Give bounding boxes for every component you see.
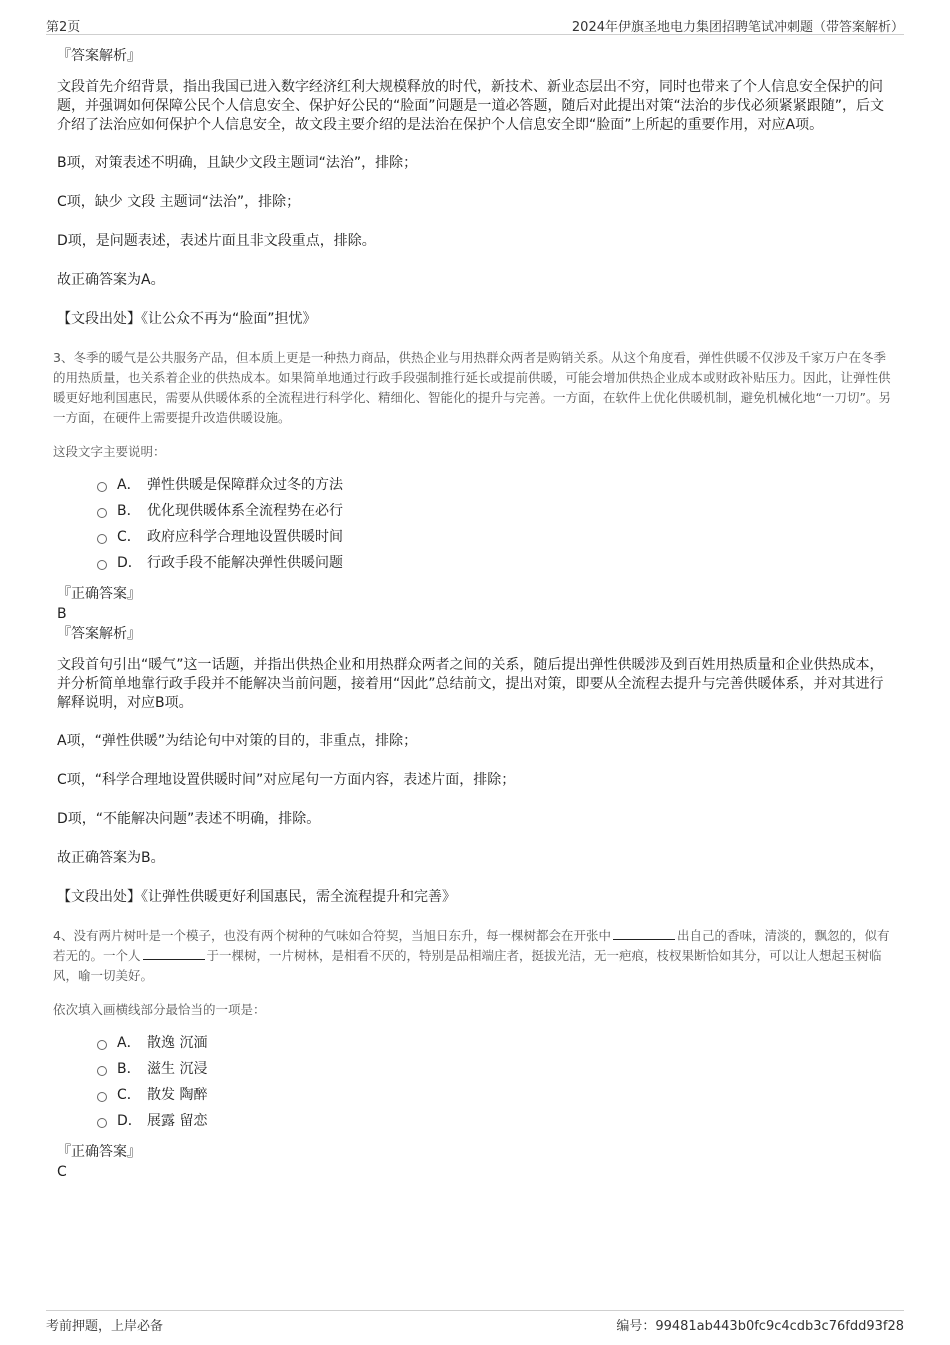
page-header: [46, 12, 904, 35]
question-stem-3: 3、冬季的暖气是公共服务产品，但本质上更是一种热力商品，供热企业与用热群众两者是购销关系。从这个角度看，弹性供暖不仅涉及千家万户在冬季的用热质量，也关系着企业的供热成本。如果简单地通过行政手段强制推行延长或提前供暖，可能会增加供热企业成本或财政补贴压力。因此，让弹性供暖更好地利国惠民，需要从供暖体系的全流程进行科学化、精细化、智能化的提升与完善。一方面，在软件上优化供暖机制，避免机械化地“一刀切”。另一方面，在硬件上需要提升改造供暖设施。: [53, 350, 891, 425]
radio-icon[interactable]: [97, 482, 107, 492]
answer-label: 『正确答案』: [57, 586, 141, 602]
analysis-line-c: C项，“科学合理地设置供暖时间”对应尾句一方面内容，表述片面，排除；: [57, 772, 516, 788]
document-title: 2024年伊旗圣地电力集团招聘笔试冲刺题（带答案解析）: [571, 20, 904, 35]
analysis-line-b: B项，对策表述不明确，且缺少文段主题词“法治”，排除；: [57, 155, 418, 171]
source-citation: 【文段出处】《让弹性供暖更好利国惠民，需全流程提升和完善》: [57, 889, 456, 905]
option-b[interactable]: B． 优化现供暖体系全流程势在必行: [97, 498, 892, 524]
correct-answer: B: [57, 606, 67, 622]
page-content: [53, 46, 892, 1182]
analysis-label: 『答案解析』: [57, 626, 141, 642]
question-prompt-3: 这段文字主要说明：: [53, 444, 166, 459]
option-b[interactable]: B． 滋生 沉浸: [97, 1056, 892, 1082]
analysis-line-a: A项，“弹性供暖”为结论句中对策的目的，非重点，排除；: [57, 733, 418, 749]
page-number: 第2页: [46, 20, 81, 35]
option-a[interactable]: A． 散逸 沉湎: [97, 1030, 892, 1056]
analysis-paragraph: 文段首先介绍背景，指出我国已进入数字经济红利大规模释放的时代，新技术、新业态层出不穷，同时也带来了个人信息安全保护的问题，并强调如何保障公民个人信息安全、保护好公民的“脸面”问题是一道必答题，随后对此提出对策“法治的步伐必须紧紧跟随”，后文介绍了法治应如何保护个人信息安全，故文段主要介绍的是法治在保护个人信息安全即“脸面”上所起的重要作用，对应A项。: [57, 79, 885, 133]
fill-blank-2: [143, 947, 205, 960]
analysis-line-d: D项，“不能解决问题”表述不明确，排除。: [57, 811, 321, 827]
analysis-line-d: D项，是问题表述，表述片面且非文段重点，排除。: [57, 233, 376, 249]
option-c[interactable]: C． 政府应科学合理地设置供暖时间: [97, 524, 892, 550]
radio-icon[interactable]: [97, 1118, 107, 1128]
analysis-paragraph: 文段首句引出“暖气”这一话题，并指出供热企业和用热群众两者之间的关系，随后提出弹性供暖涉及到百姓用热质量和企业供热成本，并分析简单地靠行政手段并不能解决当前问题，接着用“因此”总结前文，提出对策，即要从全流程去提升与完善供暖体系，并对其进行解释说明，对应B项。: [57, 657, 884, 711]
analysis-line-c: C项，缺少 文段 主题词“法治”，排除；: [57, 194, 301, 210]
radio-icon[interactable]: [97, 1066, 107, 1076]
footer-slogan: 考前押题，上岸必备: [46, 1319, 164, 1334]
radio-icon[interactable]: [97, 508, 107, 518]
analysis-label: 『答案解析』: [57, 48, 141, 64]
correct-answer: C: [57, 1164, 67, 1180]
option-d[interactable]: D． 展露 留恋: [97, 1108, 892, 1134]
page-footer: [46, 1310, 904, 1333]
document-id: 编号：99481ab443b0fc9c4cdb3c76fdd93f28: [616, 1319, 904, 1334]
option-d[interactable]: D． 行政手段不能解决弹性供暖问题: [97, 550, 892, 576]
fill-blank-1: [613, 927, 675, 940]
analysis-answer-line: 故正确答案为A。: [57, 272, 165, 288]
analysis-answer-line: 故正确答案为B。: [57, 850, 165, 866]
option-c[interactable]: C． 散发 陶醉: [97, 1082, 892, 1108]
radio-icon[interactable]: [97, 560, 107, 570]
question-stem-4: 4、没有两片树叶是一个模子，也没有两个树种的气味如合符契，当旭日东升，每一棵树都会在开张中 出自己的香味，清淡的，飘忽的，似有若无的。一个人 于一棵树，一片树林，是相看不厌的，特别是品相端庄者，挺拔光洁，无一疤痕，枝杈果断恰如其分，可以让人想起玉树临风，喻一切美好。: [53, 928, 890, 983]
options-list-3: [97, 472, 892, 576]
options-list-4: [97, 1030, 892, 1134]
radio-icon[interactable]: [97, 1040, 107, 1050]
source-citation: 【文段出处】《让公众不再为“脸面”担忧》: [57, 311, 317, 327]
radio-icon[interactable]: [97, 534, 107, 544]
answer-label: 『正确答案』: [57, 1144, 141, 1160]
question-prompt-4: 依次填入画横线部分最恰当的一项是：: [53, 1002, 266, 1017]
radio-icon[interactable]: [97, 1092, 107, 1102]
option-a[interactable]: A． 弹性供暖是保障群众过冬的方法: [97, 472, 892, 498]
